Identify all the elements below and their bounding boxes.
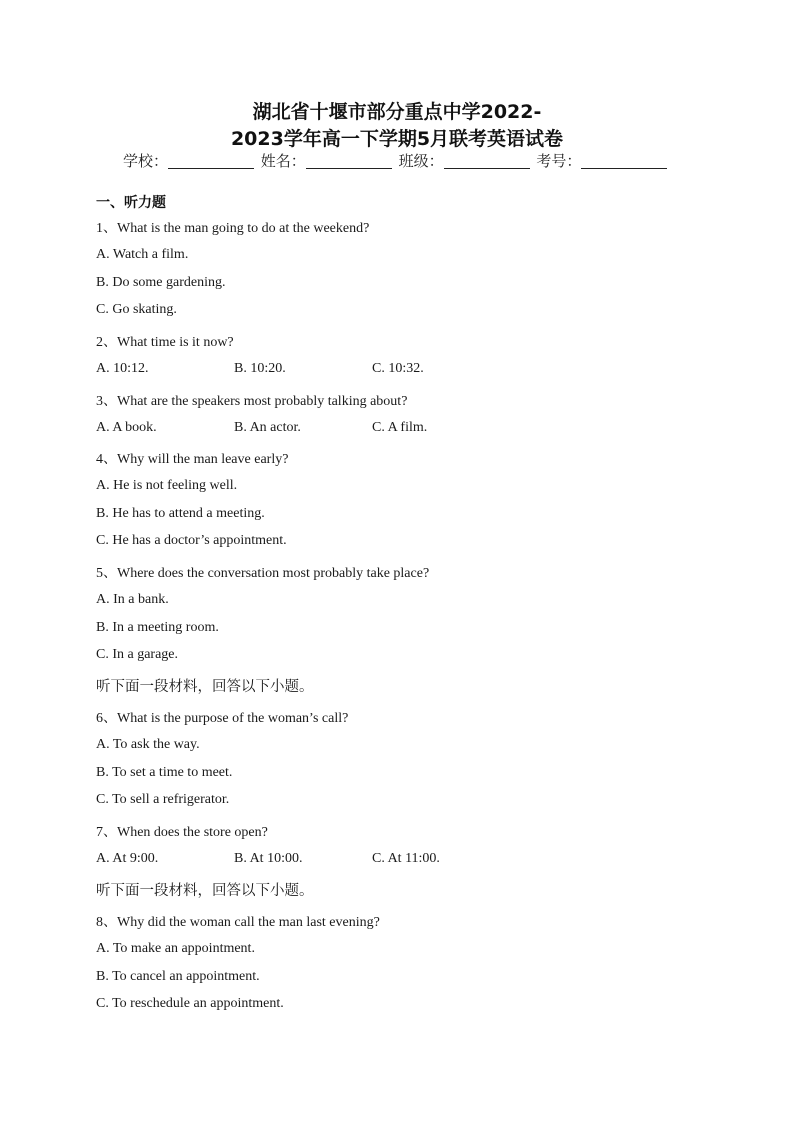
question-option: B. An actor.	[234, 420, 301, 435]
question-option: A. To make an appointment.	[96, 941, 255, 956]
question-stem: 4、Why will the man leave early?	[96, 452, 289, 467]
question-option: C. He has a doctor’s appointment.	[96, 533, 287, 548]
question-option: C. In a garage.	[96, 647, 179, 662]
student-info-line	[123, 150, 669, 171]
question-option: A. At 9:00.	[96, 851, 159, 866]
question-option: C. A film.	[372, 420, 428, 435]
question-option: B. Do some gardening.	[96, 275, 226, 290]
exam-title-line2: 2023学年高一下学期5月联考英语试卷	[230, 128, 564, 150]
question-stem: 2、What time is it now?	[96, 335, 234, 350]
question-option: C. To sell a refrigerator.	[96, 792, 230, 807]
listening-instruction: 听下面一段材料，回答以下小题。	[96, 679, 314, 695]
question-options-row	[96, 420, 510, 436]
question-option: B. 10:20.	[234, 361, 286, 376]
question-stem: 7、When does the store open?	[96, 825, 268, 840]
name-blank	[306, 153, 392, 169]
question-option: A. To ask the way.	[96, 737, 200, 752]
question-option: B. In a meeting room.	[96, 620, 219, 635]
question-option: A. A book.	[96, 420, 157, 435]
question-option: C. To reschedule an appointment.	[96, 996, 284, 1011]
school-label: 学校：	[123, 152, 169, 170]
question-stem: 6、What is the purpose of the woman’s call?	[96, 711, 349, 726]
question-option: B. He has to attend a meeting.	[96, 506, 265, 521]
exam-number-label: 考号：	[536, 152, 582, 170]
question-option: A. Watch a film.	[96, 247, 189, 262]
section-title-listening: 一、听力题	[96, 195, 166, 211]
question-option: B. To cancel an appointment.	[96, 969, 260, 984]
school-blank	[168, 153, 254, 169]
question-stem: 5、Where does the conversation most probably take place?	[96, 566, 430, 581]
question-option: B. At 10:00.	[234, 851, 303, 866]
class-blank	[444, 153, 530, 169]
question-option: C. Go skating.	[96, 302, 177, 317]
name-label: 姓名：	[260, 152, 306, 170]
listening-instruction: 听下面一段材料，回答以下小题。	[96, 883, 314, 899]
class-label: 班级：	[398, 152, 444, 170]
question-option: A. In a bank.	[96, 592, 169, 607]
exam-number-blank	[581, 153, 667, 169]
question-option: A. 10:12.	[96, 361, 149, 376]
question-option: A. He is not feeling well.	[96, 478, 238, 493]
question-option: B. To set a time to meet.	[96, 765, 233, 780]
question-option: C. 10:32.	[372, 361, 424, 376]
question-options-row	[96, 361, 510, 377]
question-stem: 8、Why did the woman call the man last evening?	[96, 915, 380, 930]
question-stem: 1、What is the man going to do at the weekend?	[96, 221, 370, 236]
exam-title-line1: 湖北省十堰市部分重点中学2022-	[252, 101, 542, 123]
question-options-row	[96, 851, 510, 867]
question-stem: 3、What are the speakers most probably talking about?	[96, 394, 408, 409]
question-option: C. At 11:00.	[372, 851, 440, 866]
